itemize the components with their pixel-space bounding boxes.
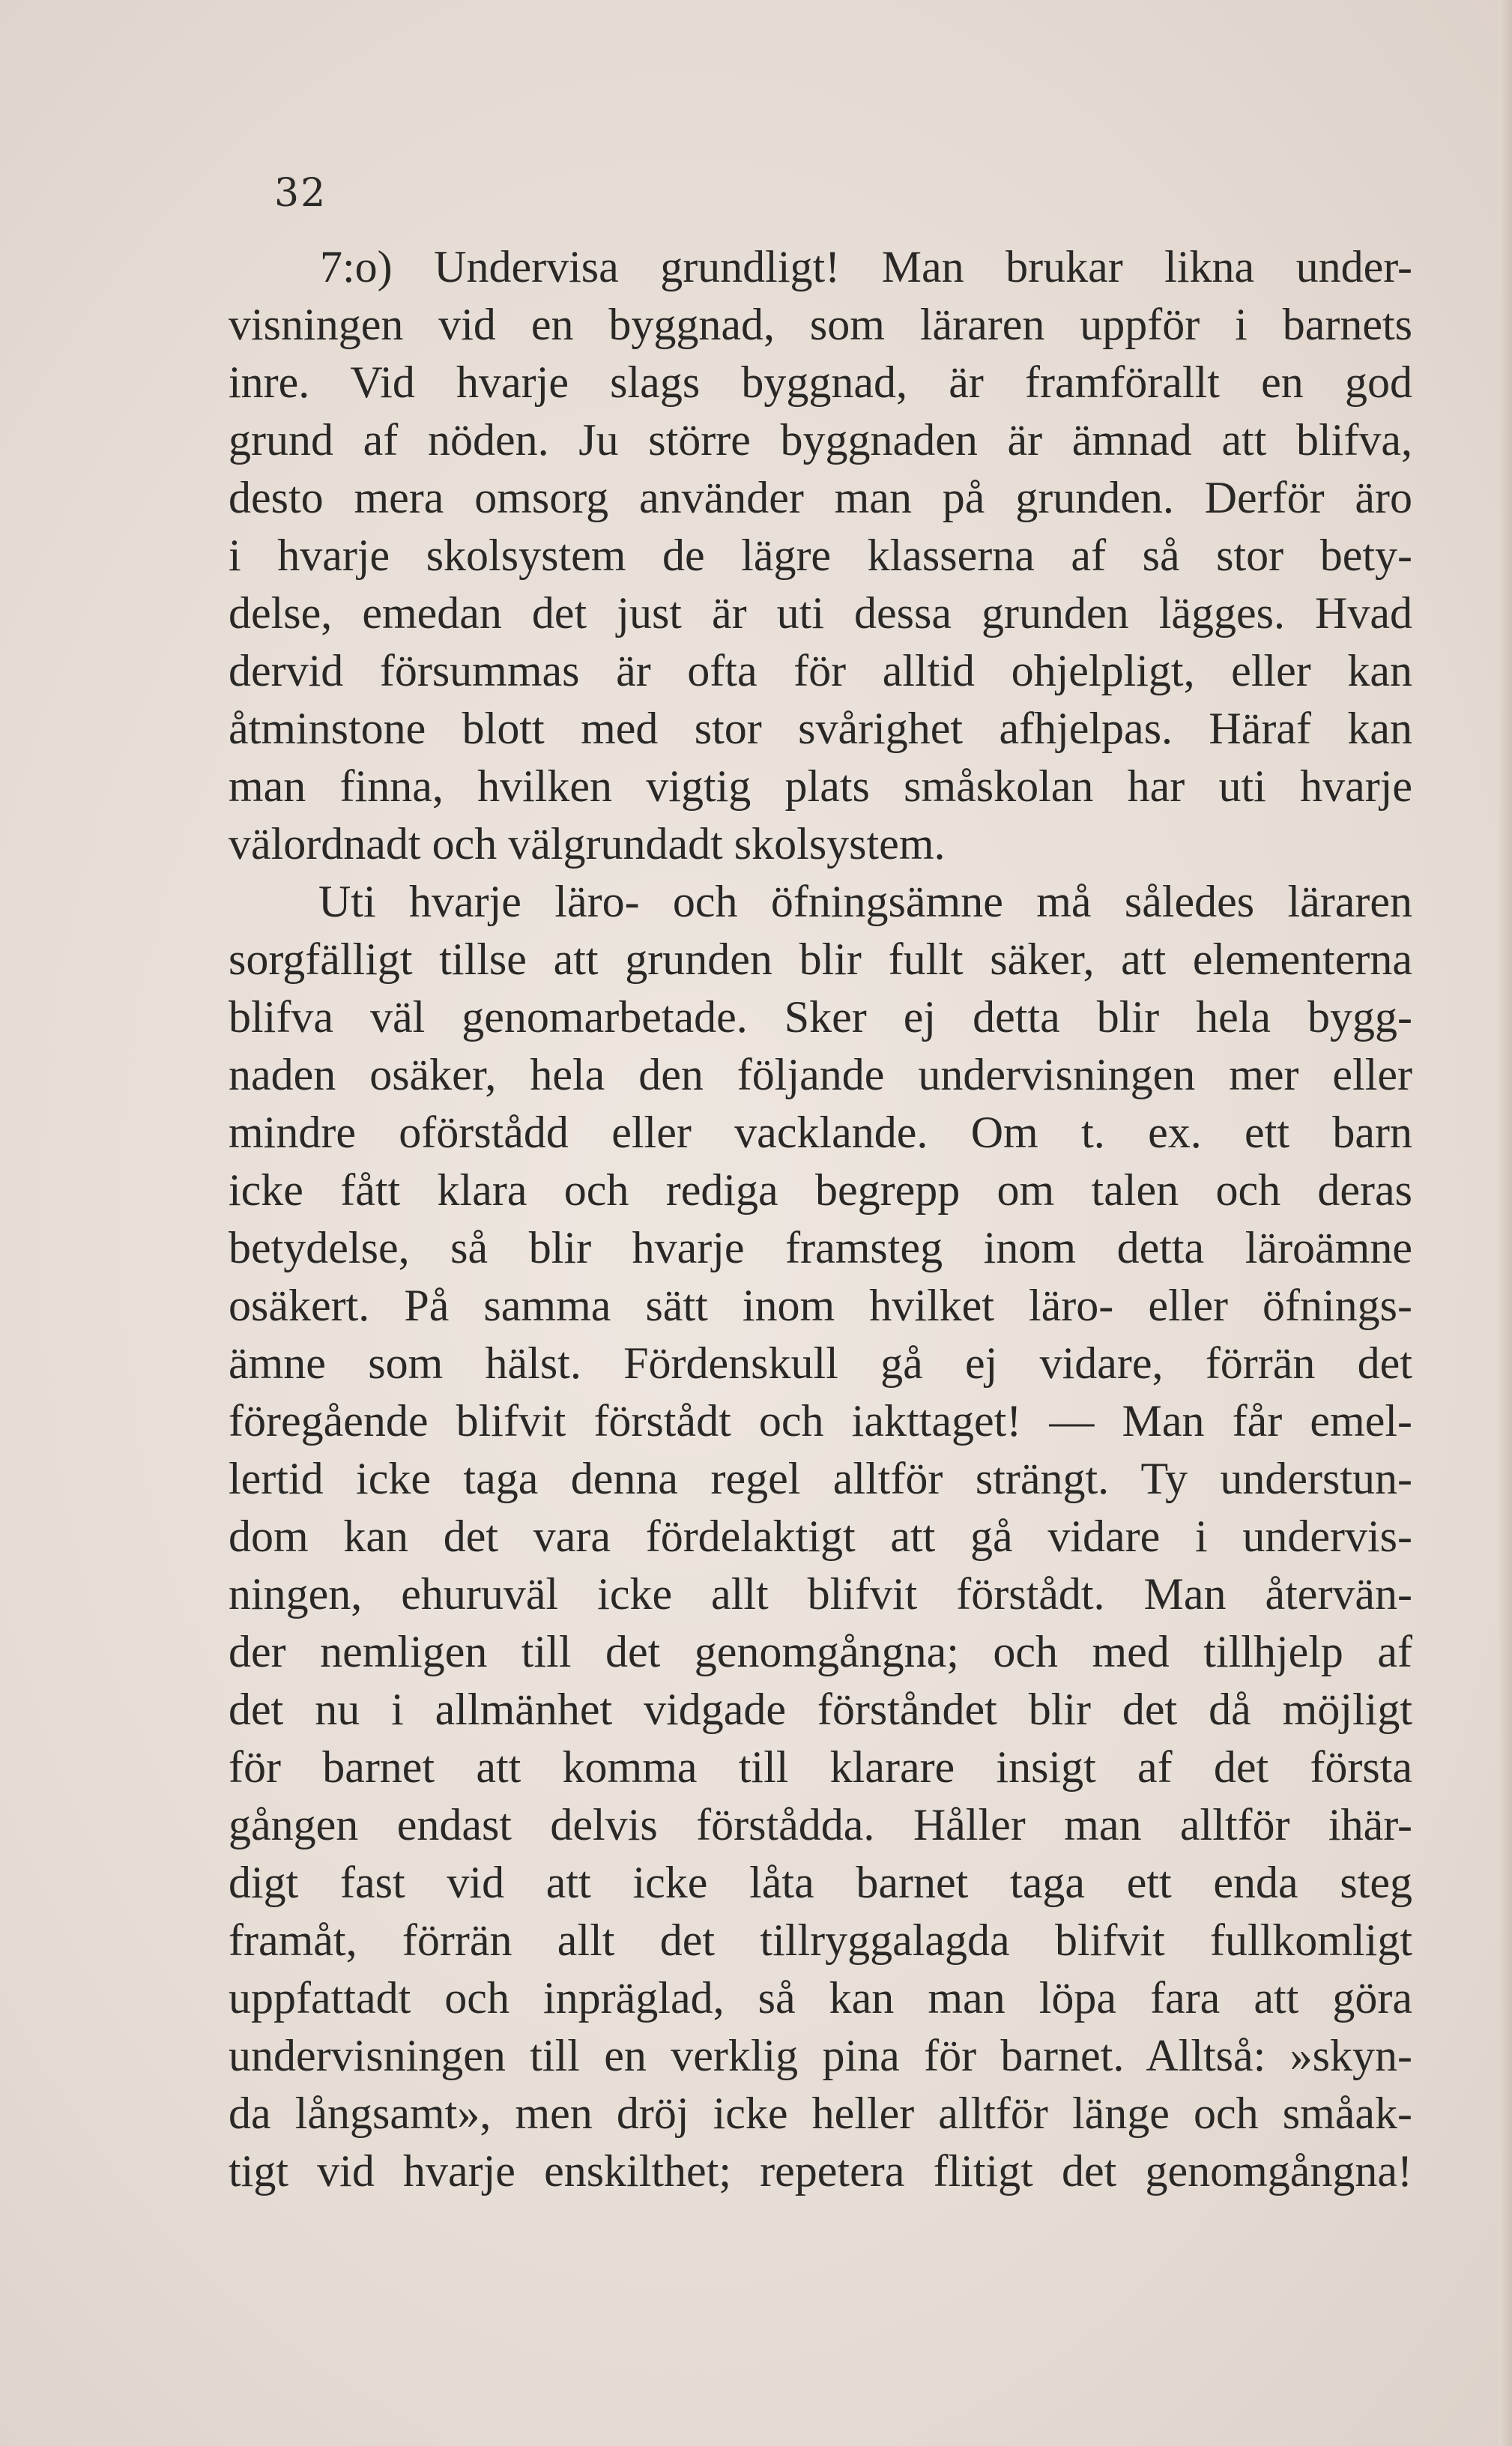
text-line: icke fått klara och rediga begrepp om talen och deras bbox=[229, 1165, 1412, 1215]
text-line: mindre oförstådd eller vacklande. Om t. ex. ett barn bbox=[229, 1108, 1412, 1157]
text-line: naden osäker, hela den följande undervisningen mer eller bbox=[229, 1050, 1412, 1099]
text-line: det nu i allmänhet vidgade förståndet blir det då möjligt bbox=[229, 1685, 1412, 1734]
text-line: betydelse, så blir hvarje framsteg inom detta läroämne bbox=[229, 1223, 1412, 1272]
text-line: sorgfälligt tillse att grunden blir fullt säker, att elementerna bbox=[229, 934, 1412, 984]
text-line: lertid icke taga denna regel alltför strängt. Ty understun- bbox=[229, 1454, 1412, 1503]
text-line: undervisningen till en verklig pina för barnet. Alltså: »skyn- bbox=[229, 2031, 1412, 2080]
text-line: för barnet att komma till klarare insigt af det första bbox=[229, 1742, 1412, 1792]
text-line: ämne som hälst. Fördenskull gå ej vidare, förrän det bbox=[229, 1338, 1412, 1388]
text-line: inre. Vid hvarje slags byggnad, är framförallt en god bbox=[229, 357, 1412, 407]
text-line: man finna, hvilken vigtig plats småskolan har uti hvarje bbox=[229, 761, 1412, 811]
text-line: da långsamt», men dröj icke heller alltför länge och småak- bbox=[229, 2089, 1412, 2138]
text-line: digt fast vid att icke låta barnet taga ett enda steg bbox=[229, 1858, 1412, 1907]
text-line: visningen vid en byggnad, som läraren uppför i barnets bbox=[229, 300, 1412, 349]
text-line: Uti hvarje läro- och öfningsämne må således läraren bbox=[318, 877, 1412, 926]
page-number: 32 bbox=[274, 171, 327, 216]
text-line: dom kan det vara fördelaktigt att gå vidare i undervis- bbox=[229, 1512, 1412, 1561]
text-line: grund af nöden. Ju större byggnaden är ämnad att blifva, bbox=[229, 415, 1412, 465]
body-text bbox=[229, 238, 1412, 2200]
text-line: delse, emedan det just är uti dessa grunden lägges. Hvad bbox=[229, 588, 1412, 638]
text-line: gången endast delvis förstådda. Håller man alltför ihär- bbox=[229, 1800, 1412, 1849]
text-line: åtminstone blott med stor svårighet afhjelpas. Häraf kan bbox=[229, 704, 1412, 753]
text-line: osäkert. På samma sätt inom hvilket läro- eller öfnings- bbox=[229, 1281, 1412, 1330]
text-line: ningen, ehuruväl icke allt blifvit förstådt. Man återvän- bbox=[229, 1569, 1412, 1619]
text-line: blifva väl genomarbetade. Sker ej detta blir hela bygg- bbox=[229, 992, 1412, 1042]
text-line: desto mera omsorg använder man på grunden. Derför äro bbox=[229, 473, 1412, 522]
text-line: tigt vid hvarje enskilthet; repetera flitigt det genomgångna! bbox=[229, 2146, 1412, 2196]
text-line: 7:o) Undervisa grundligt! Man brukar likna under- bbox=[320, 242, 1412, 292]
text-line: framåt, förrän allt det tillryggalagda blifvit fullkomligt bbox=[229, 1915, 1412, 1965]
page-edge bbox=[1499, 0, 1512, 2446]
text-line: dervid försummas är ofta för alltid ohjelpligt, eller kan bbox=[229, 646, 1412, 695]
text-line: föregående blifvit förstådt och iakttaget! — Man får emel- bbox=[229, 1396, 1412, 1446]
text-line: uppfattadt och inpräglad, så kan man löpa fara att göra bbox=[229, 1973, 1412, 2023]
text-line: der nemligen till det genomgångna; och med tillhjelp af bbox=[229, 1627, 1412, 1676]
text-line: i hvarje skolsystem de lägre klasserna af så stor bety- bbox=[229, 531, 1412, 580]
text-line: välordnadt och välgrundadt skolsystem. bbox=[229, 819, 946, 869]
